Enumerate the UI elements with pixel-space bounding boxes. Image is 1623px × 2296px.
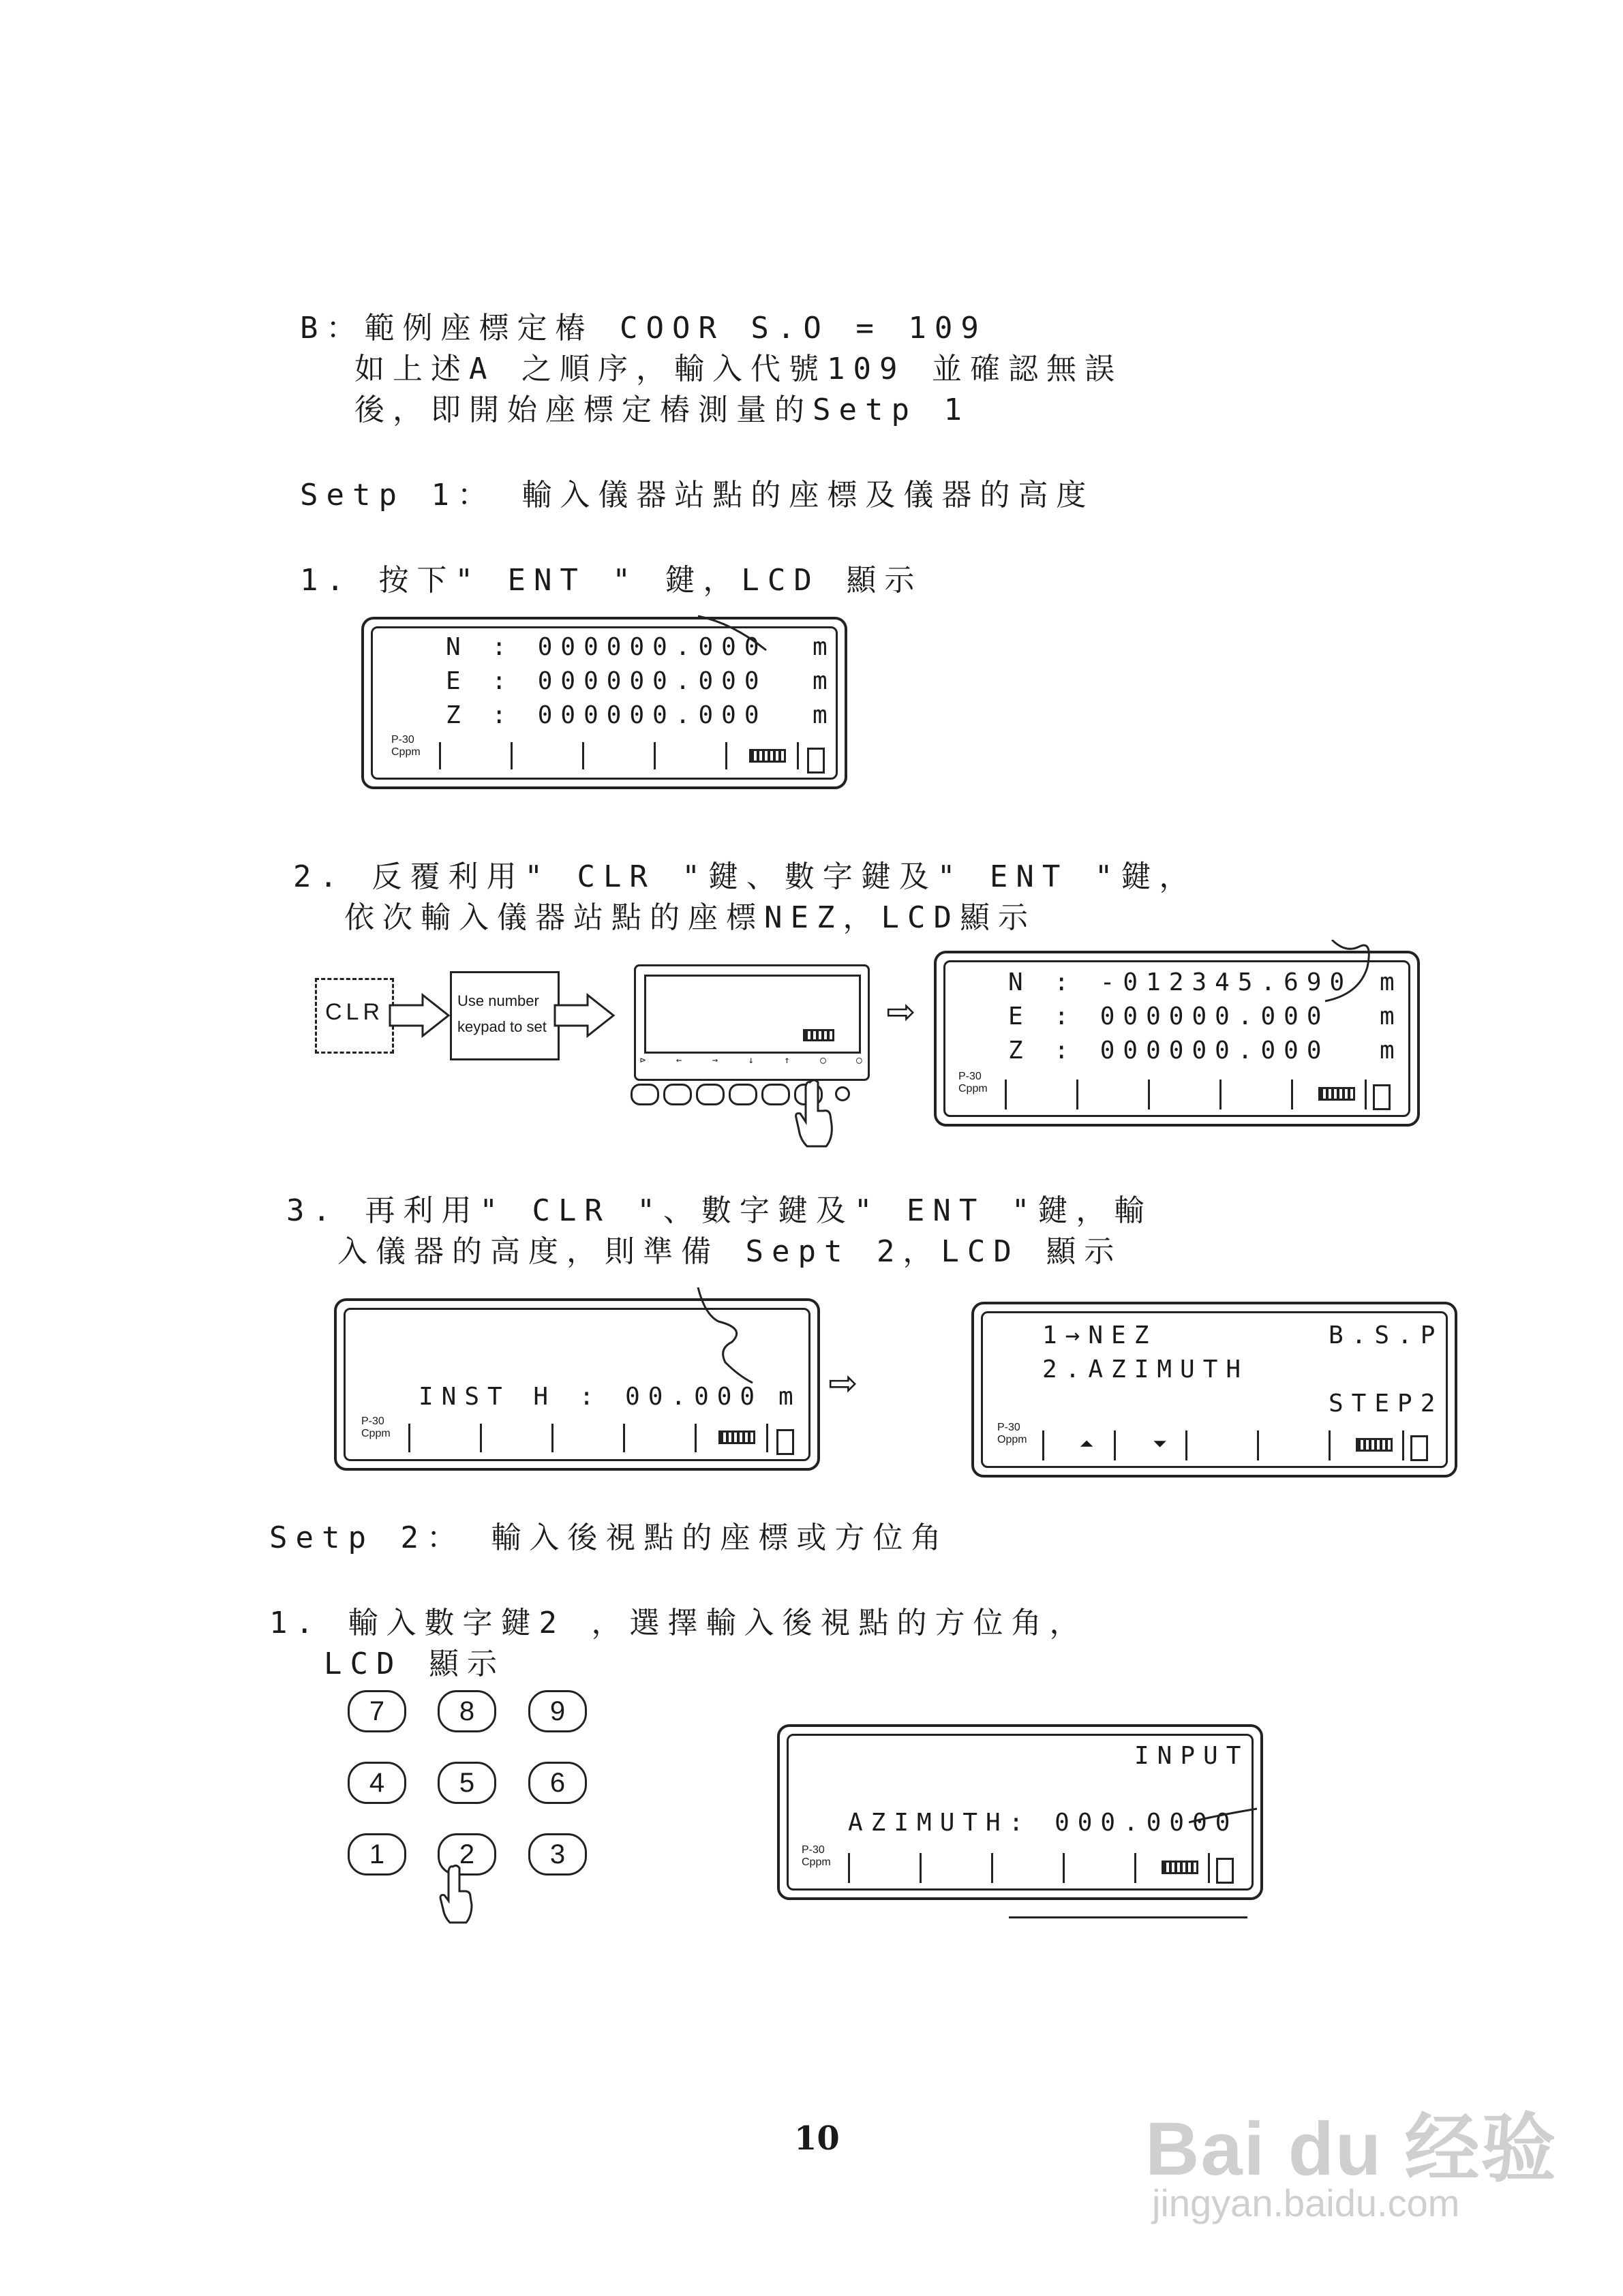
- page-down-icon: ⏷: [1153, 1434, 1167, 1454]
- section-b-line1: B：範例座標定樁 COOR S.O = 109: [300, 311, 987, 346]
- lcd5-azimuth: AZIMUTH: 000.0000: [848, 1809, 1239, 1837]
- page-number: 10: [794, 2119, 840, 2158]
- arrow-right-icon: ⇨: [886, 992, 916, 1032]
- instrument-buttons: [631, 1084, 876, 1111]
- step1-item3-line1: 3. 再利用" CLR "、數字鍵及" ENT "鍵，輸: [286, 1193, 1153, 1228]
- section-b-line3: 後，即開始座標定樁測量的Setp 1: [354, 393, 970, 427]
- step2-item1-line2: LCD 顯示: [324, 1647, 505, 1681]
- step1-item1: 1. 按下" ENT " 鍵，LCD 顯示: [300, 563, 923, 598]
- lcd1-row-n: N : 000000.000: [446, 633, 768, 661]
- lcd2-row-z: Z : 000000.000: [1008, 1037, 1330, 1065]
- keypad-key-3: 3: [528, 1833, 587, 1876]
- lcd-display-5: [777, 1724, 1263, 1900]
- step1-item3-line2: 入儀器的高度，則準備 Sept 2，LCD 顯示: [337, 1234, 1123, 1269]
- keypad-key-7: 7: [348, 1690, 406, 1732]
- lcd2-row-e: E : 000000.000: [1008, 1002, 1330, 1030]
- keypad-key-4: 4: [348, 1762, 406, 1804]
- lcd1-row-e: E : 000000.000: [446, 667, 768, 695]
- lcd4-step-label: STEP2: [1329, 1390, 1444, 1418]
- keypad-key-2: 2: [438, 1833, 496, 1876]
- keypad-key-8: 8: [438, 1690, 496, 1732]
- step1-title: Setp 1： 輸入儀器站點的座標及儀器的高度: [300, 478, 1095, 512]
- step1-item2-line1: 2. 反覆利用" CLR "鍵、數字鍵及" ENT "鍵，: [293, 859, 1198, 894]
- keypad-key-5: 5: [438, 1762, 496, 1804]
- lcd4-bsp-label: B.S.P: [1329, 1321, 1444, 1349]
- battery-icon: [1356, 1438, 1393, 1452]
- instrument-panel: ⊳ ← → ↓ ↑ ◯ ◯: [634, 964, 870, 1081]
- lcd2-unit-n: m: [1380, 968, 1395, 996]
- battery-icon: [1318, 1087, 1355, 1101]
- arrow-right-icon: ⇨: [828, 1363, 858, 1404]
- keypad-key-6: 6: [528, 1762, 587, 1804]
- annotation-pointer: [1318, 940, 1414, 1015]
- pointing-hand-icon: [436, 1864, 477, 1925]
- annotation-pointer: [691, 1287, 787, 1396]
- lcd1-unit-e: m: [813, 667, 828, 695]
- section-b-line2: 如上述A 之順序，輸入代號109 並確認無誤: [354, 352, 1123, 386]
- lcd1-unit-z: m: [813, 701, 828, 729]
- memory-icon: [1216, 1858, 1234, 1884]
- flow-arrow-icon: [389, 992, 451, 1039]
- lcd2-unit-e: m: [1380, 1002, 1395, 1030]
- lcd1-corner-label: P-30 Cppm: [391, 734, 421, 758]
- battery-icon: [1162, 1861, 1198, 1874]
- clr-key-box: CLR: [315, 978, 394, 1054]
- memory-icon: [1410, 1435, 1428, 1461]
- lcd2-corner-label: P-30 Cppm: [958, 1071, 988, 1095]
- flow-arrow-icon: [553, 992, 616, 1039]
- lcd-display-3: [334, 1298, 820, 1471]
- battery-icon: [718, 1430, 755, 1444]
- lcd5-input-label: INPUT: [1134, 1742, 1249, 1770]
- lcd4-corner-label: P-30 Oppm: [997, 1422, 1027, 1445]
- lcd3-corner-label: P-30 Cppm: [361, 1415, 391, 1439]
- lcd-display-1: [361, 617, 847, 789]
- keypad-note-box: Use number keypad to set: [450, 971, 560, 1060]
- lcd1-row-z: Z : 000000.000: [446, 701, 768, 729]
- step2-item1-line1: 1. 輸入數字鍵2 ，選擇輸入後視點的方位角，: [269, 1606, 1088, 1640]
- step2-title: Setp 2： 輸入後視點的座標或方位角: [269, 1520, 950, 1555]
- lcd-display-4: [971, 1302, 1457, 1478]
- keypad-key-9: 9: [528, 1690, 587, 1732]
- lcd1-unit-n: m: [813, 633, 828, 661]
- baidu-watermark-logo: Bai du 经验: [1145, 2107, 1558, 2191]
- lcd3-inst-height: INST H : 00.000: [419, 1383, 763, 1411]
- lcd-display-2: [934, 951, 1420, 1127]
- lcd4-option-nez: 1→NEZ: [1042, 1321, 1157, 1349]
- memory-icon: [776, 1429, 794, 1455]
- lcd2-unit-z: m: [1380, 1037, 1395, 1065]
- lcd5-corner-label: P-30 Cppm: [802, 1844, 831, 1868]
- memory-icon: [807, 748, 825, 774]
- step1-item2-line2: 依次輸入儀器站點的座標NEZ，LCD顯示: [344, 900, 1036, 935]
- lcd2-row-n: N : -012345.690: [1008, 968, 1353, 996]
- lcd3-unit: m: [778, 1383, 793, 1411]
- lcd4-option-azimuth: 2.AZIMUTH: [1042, 1356, 1249, 1383]
- baidu-watermark-url: jingyan.baidu.com: [1152, 2182, 1460, 2224]
- annotation-pointer: [1189, 1795, 1264, 1836]
- memory-icon: [1373, 1084, 1391, 1110]
- page-up-icon: ⏶: [1080, 1434, 1094, 1454]
- divider-line: [1009, 1916, 1247, 1918]
- pointing-hand-icon: [791, 1077, 838, 1152]
- annotation-pointer: [691, 609, 787, 664]
- keypad-key-1: 1: [348, 1833, 406, 1876]
- battery-icon: [749, 749, 786, 763]
